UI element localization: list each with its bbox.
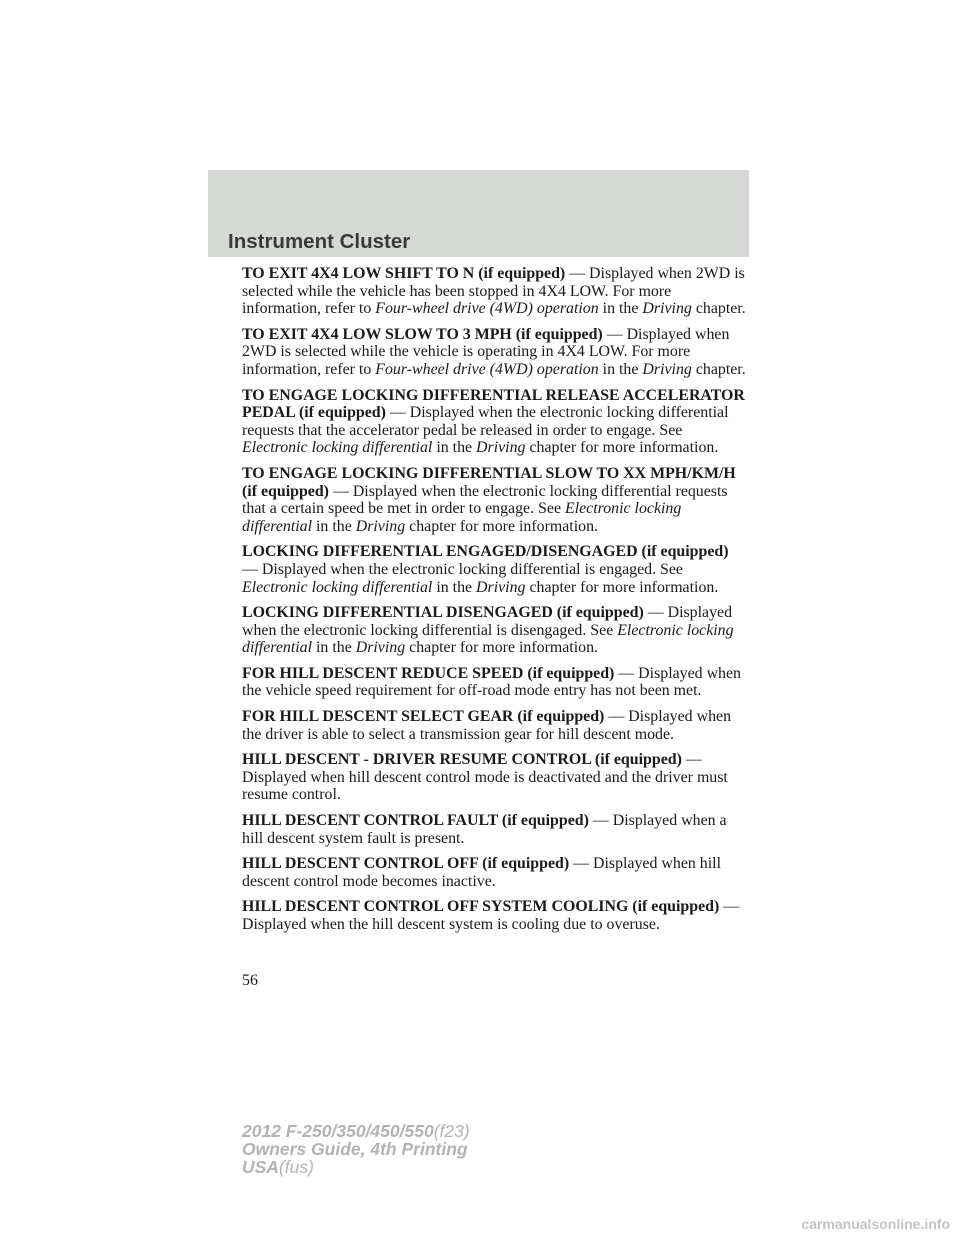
message-entry bbox=[242, 898, 747, 933]
watermark: carmanualsonline.info bbox=[801, 1216, 950, 1232]
message-heading: TO ENGAGE LOCKING DIFFERENTIAL RELEASE ACCELERATOR PEDAL (if equipped) bbox=[242, 386, 745, 422]
cross-reference: Four-wheel drive (4WD) operation bbox=[375, 360, 599, 378]
cross-reference: Electronic locking differential bbox=[242, 578, 433, 596]
message-heading: LOCKING DIFFERENTIAL ENGAGED/DISENGAGED (if equipped) bbox=[242, 543, 729, 561]
message-description: chapter for more information. bbox=[405, 517, 598, 535]
cross-reference: Driving bbox=[642, 300, 692, 318]
message-description: in the bbox=[432, 439, 477, 457]
message-entry bbox=[242, 665, 747, 700]
message-heading: HILL DESCENT - DRIVER RESUME CONTROL (if equipped) bbox=[242, 751, 682, 769]
message-entry bbox=[242, 604, 747, 657]
message-description: — Displayed when hill descent control mode becomes inactive. bbox=[242, 855, 721, 890]
cross-reference: Electronic locking differential bbox=[242, 439, 433, 457]
cross-reference: Driving bbox=[355, 517, 406, 535]
message-description: chapter for more information. bbox=[405, 639, 598, 657]
message-heading: HILL DESCENT CONTROL OFF SYSTEM COOLING (if equipped) bbox=[242, 898, 720, 916]
page-number: 56 bbox=[242, 972, 258, 989]
footer-market: USA bbox=[242, 1157, 279, 1177]
message-description: — Displayed when the electronic locking differential requests that the accelerator pedal be released in order to engage. See bbox=[242, 404, 729, 439]
message-description: — Displayed when the vehicle speed requirement for off-road mode entry has not been met. bbox=[242, 664, 742, 700]
message-description: in the bbox=[598, 360, 643, 378]
message-description: — Displayed when the electronic locking differential is disengaged. See bbox=[242, 604, 733, 639]
footer-line-1 bbox=[242, 1122, 470, 1140]
message-list bbox=[242, 265, 747, 942]
message-heading: TO EXIT 4X4 LOW SLOW TO 3 MPH (if equipped) bbox=[242, 325, 603, 343]
footer-model-code: (f23) bbox=[433, 1121, 470, 1141]
message-entry bbox=[242, 708, 747, 743]
message-description: chapter. bbox=[691, 300, 746, 318]
cross-reference: Electronic locking differential bbox=[242, 621, 734, 657]
message-description: — Displayed when the hill descent system is cooling due to overuse. bbox=[242, 898, 740, 933]
message-description: in the bbox=[312, 639, 356, 657]
message-description: chapter. bbox=[691, 360, 746, 378]
message-description: — Displayed when 2WD is selected while the vehicle is operating in 4X4 LOW. For more information, refer to bbox=[242, 325, 730, 378]
document-footer bbox=[242, 1122, 470, 1176]
cross-reference: Driving bbox=[476, 578, 526, 596]
cross-reference: Four-wheel drive (4WD) operation bbox=[375, 300, 599, 318]
footer-model: 2012 F-250/350/450/550 bbox=[242, 1121, 434, 1141]
footer-market-code: (fus) bbox=[278, 1157, 314, 1177]
message-heading: HILL DESCENT CONTROL FAULT (if equipped) bbox=[242, 812, 589, 830]
message-description: — Displayed when the electronic locking differential is engaged. See bbox=[242, 560, 683, 578]
message-heading: LOCKING DIFFERENTIAL DISENGAGED (if equipped) bbox=[242, 604, 644, 622]
message-entry bbox=[242, 751, 747, 804]
message-description: — Displayed when the electronic locking differential requests that a certain speed be met in order to engage. See bbox=[242, 482, 728, 518]
message-entry bbox=[242, 465, 747, 535]
message-description: — Displayed when hill descent control mode is deactivated and the driver must resume control. bbox=[242, 751, 728, 804]
chapter-title: Instrument Cluster bbox=[228, 230, 411, 253]
message-entry bbox=[242, 855, 747, 890]
footer-line-2: Owners Guide, 4th Printing bbox=[242, 1139, 468, 1159]
message-description: chapter for more information. bbox=[525, 439, 719, 457]
message-description: — Displayed when the driver is able to select a transmission gear for hill descent mode. bbox=[242, 708, 732, 743]
chapter-header-band bbox=[208, 170, 749, 257]
message-description: in the bbox=[598, 300, 643, 318]
message-heading: TO ENGAGE LOCKING DIFFERENTIAL SLOW TO XX MPH/KM/H (if equipped) bbox=[242, 464, 736, 500]
message-heading: HILL DESCENT CONTROL OFF (if equipped) bbox=[242, 855, 570, 873]
message-entry bbox=[242, 387, 747, 457]
cross-reference: Driving bbox=[355, 639, 406, 657]
cross-reference: Driving bbox=[476, 439, 526, 457]
message-description: in the bbox=[312, 517, 356, 535]
message-entry bbox=[242, 326, 747, 379]
cross-reference: Driving bbox=[642, 360, 692, 378]
message-description: in the bbox=[432, 578, 477, 596]
message-description: — Displayed when 2WD is selected while the vehicle has been stopped in 4X4 LOW. For more information, refer to bbox=[242, 265, 745, 318]
message-entry bbox=[242, 812, 747, 847]
message-heading: FOR HILL DESCENT REDUCE SPEED (if equipped) bbox=[242, 664, 615, 682]
cross-reference: Electronic locking differential bbox=[242, 500, 682, 535]
message-entry bbox=[242, 543, 747, 596]
message-description: — Displayed when a hill descent system fault is present. bbox=[242, 812, 727, 847]
message-heading: FOR HILL DESCENT SELECT GEAR (if equipped) bbox=[242, 708, 605, 726]
message-heading: TO EXIT 4X4 LOW SHIFT TO N (if equipped) bbox=[242, 265, 566, 282]
message-entry bbox=[242, 265, 747, 318]
footer-line-3 bbox=[242, 1158, 470, 1176]
message-description: chapter for more information. bbox=[525, 578, 719, 596]
